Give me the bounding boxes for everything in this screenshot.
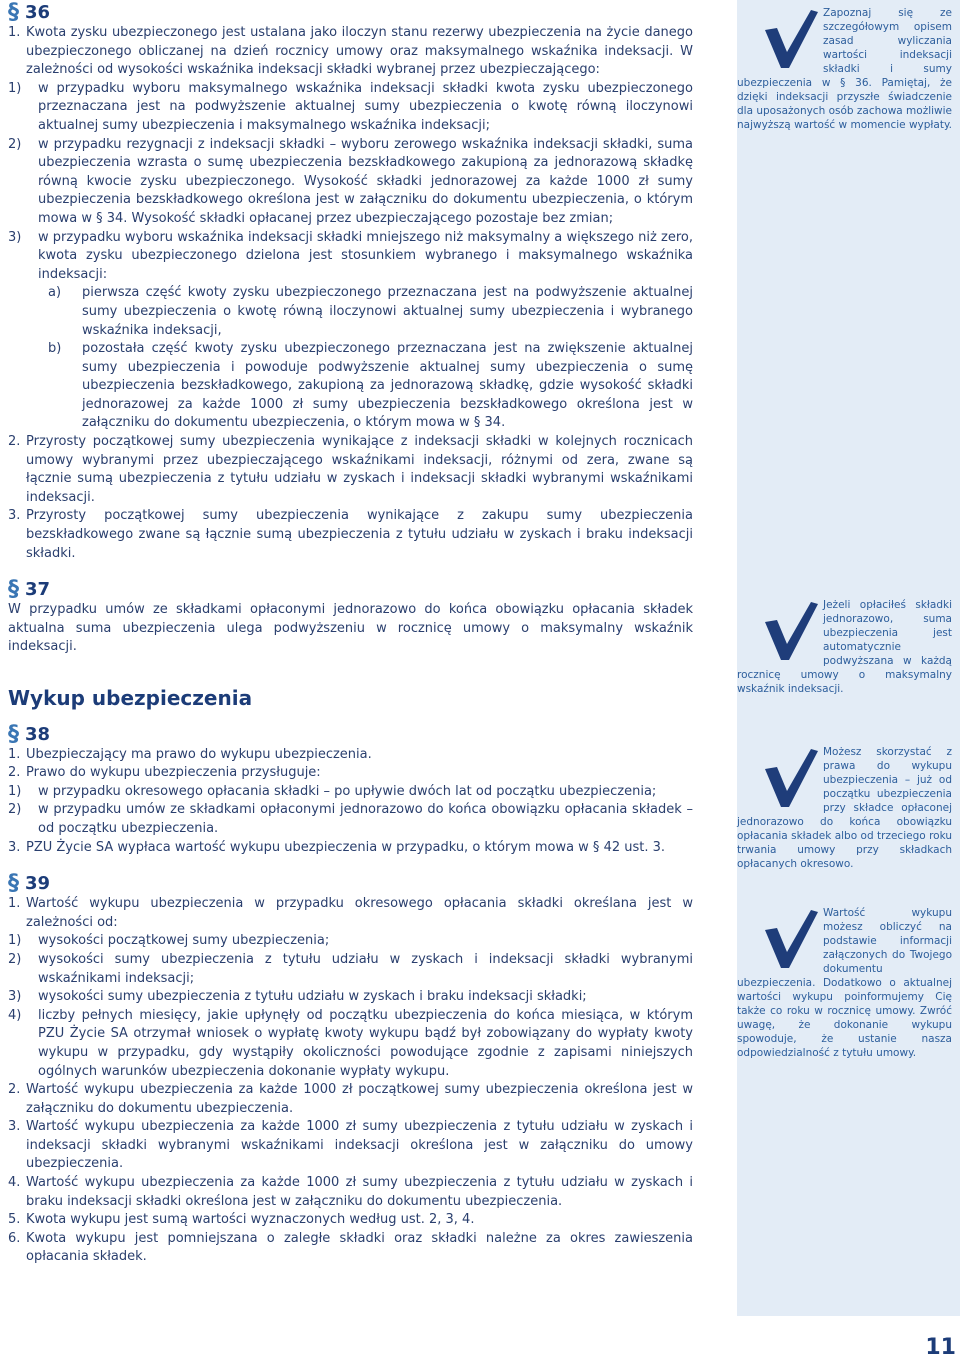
list-item-number: 2) xyxy=(8,802,22,818)
list-item-text: w przypadku okresowego opłacania składki – po upływie dwóch lat od początku ubezpieczenia; xyxy=(38,783,657,799)
list-item xyxy=(8,951,693,988)
checkmark-icon xyxy=(763,600,819,662)
main-content xyxy=(8,0,693,1267)
paragraph-text: Przyrosty początkowej sumy ubezpieczenia wynikające z indeksacji składki w kolejnych rocznicach umowy wybranymi przez ubezpieczającego wskaźnikami indeksacji, różnymi od zera, zwane są łącznie sumą ubezpieczenia z tytułu udziału w zyskach i indeksacji składki wybranymi wskaźnikami indeksacji. xyxy=(26,434,693,505)
paragraph xyxy=(8,1118,693,1174)
sub-list-item xyxy=(8,284,693,340)
margin-note xyxy=(737,745,952,871)
paragraph-text: Przyrosty początkowej sumy ubezpieczenia wynikające z zakupu sumy ubezpieczenia bezskładkowego zwane są łącznie sumą ubezpieczenia z tytułu udziału w zyskach i braku indeksacji składki. xyxy=(26,508,693,561)
paragraph xyxy=(8,1174,693,1211)
section-number: 36 xyxy=(25,2,51,23)
paragraph-number: 3. xyxy=(8,839,21,855)
sub-list-item-text: pierwsza część kwoty zysku ubezpieczonego przeznaczana jest na podwyższenie aktualnej sumy ubezpieczenia o kwotę równą iloczynowi aktualnej sumy ubezpieczenia i wybranego wskaźnika indeksacji, xyxy=(82,285,693,338)
paragraph-number: 1. xyxy=(8,896,21,912)
sub-list-item-letter: a) xyxy=(48,285,62,301)
section-number: 39 xyxy=(25,873,51,895)
margin-note xyxy=(737,598,952,696)
margin-note-text: Jeżeli opłaciłeś składki jednorazowo, suma ubezpieczenia jest automatycznie podwyższana w każdą rocznicę umowy o maksymalny wskaźnik indeksacji. xyxy=(737,599,952,695)
paragraph xyxy=(8,433,693,507)
list-item xyxy=(8,801,693,838)
list-item xyxy=(8,988,693,1007)
list-item-number: 3) xyxy=(8,989,22,1005)
paragraph-number: 1. xyxy=(8,746,21,762)
paragraph-text: Wartość wykupu ubezpieczenia za każde 1000 zł sumy ubezpieczenia z tytułu udziału w zyskach i braku indeksacji składki określona jest w załączniku do dokumentu ubezpieczenia. xyxy=(26,1175,693,1209)
paragraph-text: W przypadku umów ze składkami opłaconymi jednorazowo do końca obowiązku opłacania składek aktualna suma ubezpieczenia ulega podwyższeniu w rocznicę umowy o maksymalny wskaźnik indeksacji. xyxy=(8,602,693,655)
paragraph-text: Wartość wykupu ubezpieczenia w przypadku okresowego opłacania składki określana jest w zależności od: xyxy=(26,896,693,930)
section-symbol: § xyxy=(8,871,19,897)
list-item-number: 1) xyxy=(8,80,22,96)
margin-note xyxy=(737,6,952,132)
margin-note-text: Możesz skorzystać z prawa do wykupu ubezpieczenia – już od początku ubezpieczenia przy składce opłaconej jednorazowo do końca obowiązku opłacania składek albo od trzeciego roku trwania umowy przy składkach opłacanych okresowo. xyxy=(737,746,952,870)
paragraph-number: 2. xyxy=(8,1082,21,1098)
list-item xyxy=(8,136,693,229)
paragraph xyxy=(8,895,693,932)
section-symbol: § xyxy=(8,721,19,747)
sub-list-item-text: pozostała część kwoty zysku ubezpieczonego przeznaczana jest na zwiększenie aktualnej sumy ubezpieczenia i powoduje podwyższenie aktualnej sumy ubezpieczenia o sumę ubezpieczenia bezskładkowego, zakupioną za jednorazową składkę, gdzie wysokość składki jednorazowej za każde 1000 zł sumy ubezpieczenia bezskładkowego określona jest w załączniku do dokumentu ubezpieczenia, o którym mowa w § 34. xyxy=(82,341,693,431)
list-item xyxy=(8,932,693,951)
sub-list-item xyxy=(8,340,693,433)
section-36-heading xyxy=(8,2,693,24)
page-number: 11 xyxy=(925,1335,956,1360)
paragraph-number: 3. xyxy=(8,508,21,524)
paragraph xyxy=(8,1081,693,1118)
list-item-number: 1) xyxy=(8,783,22,799)
paragraph xyxy=(8,1211,693,1230)
list-item-text: wysokości sumy ubezpieczenia z tytułu udziału w zyskach i braku indeksacji składki; xyxy=(38,989,587,1005)
list-item-text: wysokości sumy ubezpieczenia z tytułu udziału w zyskach i indeksacji składki wybranymi wskaźnikami indeksacji; xyxy=(38,951,693,986)
checkmark-icon xyxy=(763,8,819,70)
section-39-heading xyxy=(8,873,693,895)
paragraph-text: Wartość wykupu ubezpieczenia za każde 1000 zł początkowej sumy ubezpieczenia określona jest w załączniku do dokumentu ubezpieczenia. xyxy=(26,1082,693,1116)
paragraph-text: PZU Życie SA wypłaca wartość wykupu ubezpieczenia w przypadku, o którym mowa w § 42 ust. 3. xyxy=(26,839,666,855)
list-item-text: w przypadku umów ze składkami opłaconymi jednorazowo do końca obowiązku opłacania składek – od początku ubezpieczenia. xyxy=(38,802,693,836)
paragraph-text: Kwota zysku ubezpieczonego jest ustalana jako iloczyn stanu rezerwy ubezpieczenia na życie danego ubezpieczonego obliczanej na dzień rocznicy umowy oraz maksymalnego wskaźnika indeksacji. W zależności od wysokości wskaźnika indeksacji składki wybranej przez ubezpieczającego: xyxy=(26,25,693,78)
paragraph-number: 5. xyxy=(8,1212,21,1228)
margin-note xyxy=(737,906,952,1060)
section-symbol: § xyxy=(8,0,19,25)
paragraph-number: 4. xyxy=(8,1175,21,1191)
list-item-text: liczby pełnych miesięcy, jakie upłynęły od początku ubezpieczenia do końca miesiąca, w którym PZU Życie SA otrzymał wniosek o wypłatę kwoty wykupu bądź był zobowiązany do wypłaty kwoty wykupu w przypadku, gdy wystąpiły okoliczności powodujące zgodnie z zapisami niniejszych ogólnych warunków ubezpieczenia dokonanie wypłaty wykupu. xyxy=(38,1007,693,1079)
list-item-text: wysokości początkowej sumy ubezpieczenia; xyxy=(38,933,330,949)
list-item-text: w przypadku rezygnacji z indeksacji składki – wyboru zerowego wskaźnika indeksacji składki, suma ubezpieczenia wzrasta o sumę ubezpieczenia bezskładkowego zakupioną za jednorazową składkę równą kwocie zysku ubezpieczonego. Wysokość składki jednorazowej za każde 1000 zł sumy ubezpieczenia bezskładkowego określona jest w załączniku do dokumentu ubezpieczenia, o którym mowa w § 34. Wysokość składki opłacanej przez ubezpieczającego pozostaje bez zmian; xyxy=(38,136,693,226)
section-38-heading xyxy=(8,721,693,747)
list-item xyxy=(8,80,693,136)
list-item-number: 2) xyxy=(8,951,22,967)
paragraph xyxy=(8,24,693,80)
list-item-number: 3) xyxy=(8,229,22,245)
paragraph-text: Ubezpieczający ma prawo do wykupu ubezpieczenia. xyxy=(26,746,372,762)
chapter-heading: Wykup ubezpieczenia xyxy=(8,686,253,710)
paragraph xyxy=(8,839,693,858)
paragraph-number: 6. xyxy=(8,1230,21,1246)
section-37-heading xyxy=(8,579,693,601)
checkmark-icon xyxy=(763,747,819,809)
margin-note-text: Wartość wykupu możesz obliczyć na podstawie informacji załączonych do Twojego dokumentu ubezpieczenia. Dodatkowo o aktualnej wartości wykupu poinformujemy Cię także co roku w rocznicę umowy. Zwróć uwagę, że dokonanie wykupu spowoduje, że ustanie nasza odpowiedzialność z tytułu umowy. xyxy=(737,907,952,1059)
section-number: 37 xyxy=(25,579,51,601)
list-item-number: 4) xyxy=(8,1007,22,1023)
paragraph xyxy=(8,746,693,765)
paragraph-number: 3. xyxy=(8,1119,21,1135)
margin-note-text: Zapoznaj się ze szczegółowym opisem zasad wyliczania wartości indeksacji składki i sumy ubezpieczenia w § 36. Pamiętaj, że dzięki indeksacji przyszłe świadczenie dla uposażonych osób zachowa możliwie najwyższą wartość w momencie wypłaty. xyxy=(737,7,953,131)
checkmark-icon xyxy=(763,908,819,970)
list-item-number: 1) xyxy=(8,933,22,949)
paragraph-text: Wartość wykupu ubezpieczenia za każde 1000 zł sumy ubezpieczenia z tytułu udziału w zyskach i indeksacji składki wybranymi wskaźnikami indeksacji określona jest w załączniku do umowy ubezpieczenia. xyxy=(26,1119,693,1172)
list-item-text: w przypadku wyboru wskaźnika indeksacji składki mniejszego niż maksymalny a większego niż zero, kwota zysku ubezpieczonego dzielona jest stosunkiem wybranego i maksymalnego wskaźnika indeksacji: xyxy=(38,229,693,282)
paragraph-text: Kwota wykupu jest pomniejszana o zaległe składki oraz składki należne za okres zawieszenia opłacania składek. xyxy=(26,1230,693,1265)
paragraph-number: 1. xyxy=(8,25,21,40)
paragraph-number: 2. xyxy=(8,765,21,781)
section-number: 38 xyxy=(25,723,51,745)
sub-list-item-letter: b) xyxy=(48,341,62,357)
list-item xyxy=(8,229,693,285)
list-item xyxy=(8,783,693,802)
section-symbol: § xyxy=(8,577,19,603)
list-item-text: w przypadku wyboru maksymalnego wskaźnika indeksacji składki kwota zysku ubezpieczonego przeznaczana jest na podwyższenie aktualnej sumy ubezpieczenia o kwotę równą iloczynowi aktualnej sumy ubezpieczenia i maksymalnego wskaźnika indeksacji; xyxy=(38,80,693,133)
list-item xyxy=(8,1007,693,1081)
paragraph-text: Prawo do wykupu ubezpieczenia przysługuje: xyxy=(26,765,321,781)
list-item-number: 2) xyxy=(8,136,22,152)
paragraph xyxy=(8,507,693,563)
paragraph xyxy=(8,764,693,783)
paragraph-text: Kwota wykupu jest sumą wartości wyznaczonych według ust. 2, 3, 4. xyxy=(26,1212,475,1228)
paragraph xyxy=(8,1230,693,1267)
paragraph-number: 2. xyxy=(8,434,21,450)
sidebar-notes xyxy=(737,0,960,1316)
